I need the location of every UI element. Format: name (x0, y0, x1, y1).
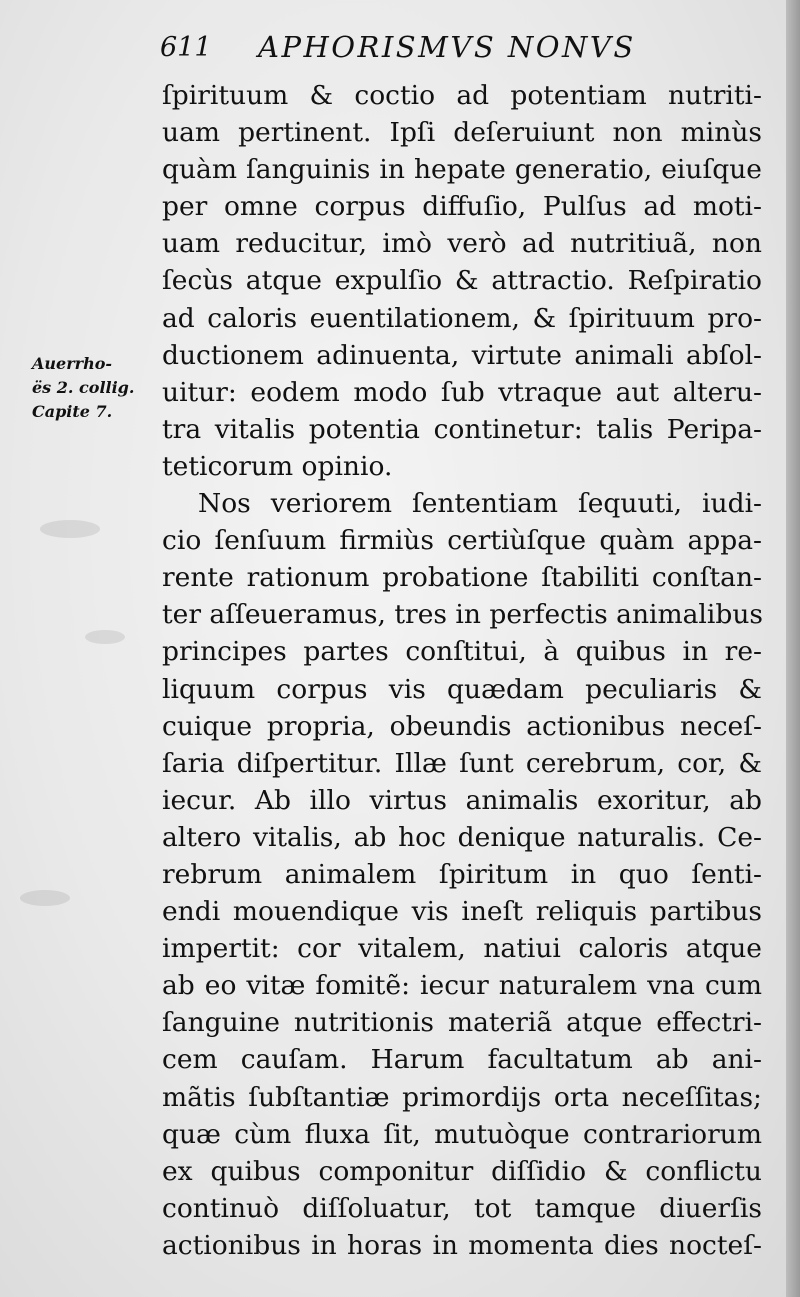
text-line: ſecùs atque expulſio & attractio. Reſpiratio (162, 265, 762, 297)
text-line: ductionem adinuenta, virtute animali abſol- (162, 339, 762, 371)
text-line: mãtis ſubſtantiæ primordijs orta neceſſitas; (162, 1081, 762, 1113)
margin-note (32, 352, 134, 424)
text-line: teticorum opinio. (162, 450, 393, 482)
text-line: iecur. Ab illo virtus animalis exoritur, ab (162, 784, 762, 816)
text-line: ſanguine nutritionis materiã atque effectri- (162, 1007, 762, 1039)
text-line: uam pertinent. Ipſi deſeruiunt non minùs (162, 117, 762, 149)
text-line: cio ſenſuum firmiùs certiùſque quàm appa- (162, 525, 762, 557)
text-line: ad caloris euentilationem, & ſpirituum pro- (162, 302, 762, 334)
text-line: ſaria diſpertitur. Illæ ſunt cerebrum, cor, & (162, 747, 762, 779)
page-edge-shadow (786, 0, 800, 1297)
text-line: actionibus in horas in momenta dies nocteſ- (162, 1229, 762, 1261)
text-line: impertit: cor vitalem, natiui caloris atque (162, 933, 762, 965)
page-number: 611 (160, 32, 212, 63)
text-line: ter aſſeueramus, tres in perfectis animalibus (162, 599, 764, 631)
text-line: cuique propria, obeundis actionibus neceſ- (162, 710, 762, 742)
text-line: ab eo vitæ fomitẽ: iecur naturalem vna cum (162, 970, 762, 1002)
text-line: liquum corpus vis quædam peculiaris & (162, 673, 762, 705)
text-line: ex quibus componitur diſſidio & conflictu (162, 1155, 762, 1187)
text-line: rente rationum probatione ſtabiliti conſtan- (162, 562, 762, 594)
page-header (160, 30, 760, 70)
text-line: uitur: eodem modo ſub vtraque aut alteru- (162, 376, 762, 408)
text-line: endi mouendique vis ineſt reliquis partibus (162, 896, 762, 928)
text-line: quæ cùm fluxa ſit, mutuòque contrariorum (162, 1118, 762, 1150)
text-line: per omne corpus diffuſio, Pulſus ad moti- (162, 191, 762, 223)
running-title: APHORISMVS NONVS (258, 30, 636, 64)
text-line: principes partes conſtitui, à quibus in re- (162, 636, 762, 668)
margin-note-line: ës 2. collig. (32, 378, 135, 397)
paper-stain (20, 890, 70, 906)
text-line: cem cauſam. Harum facultatum ab ani- (162, 1044, 762, 1076)
text-line: tra vitalis potentia continetur: talis Peripa- (162, 413, 762, 445)
text-line: continuò diſſoluatur, tot tamque diuerſis (162, 1192, 762, 1224)
text-line: rebrum animalem ſpiritum in quo ſenti- (162, 858, 762, 890)
margin-note-line: Auerrho- (32, 354, 113, 373)
body-text (162, 77, 762, 1264)
paper-stain (85, 630, 125, 644)
margin-note-line: Capite 7. (32, 402, 113, 421)
text-line: uam reducitur, imò verò ad nutritiuã, non (162, 228, 762, 260)
paper-stain (40, 520, 100, 538)
text-line: altero vitalis, ab hoc denique naturalis. Ce- (162, 821, 762, 853)
text-line: quàm ſanguinis in hepate generatio, eiuſque (162, 154, 762, 186)
paragraph-start-line: Nos veriorem ſententiam ſequuti, iudi- (198, 488, 762, 520)
text-line: ſpirituum & coctio ad potentiam nutriti- (162, 80, 762, 111)
